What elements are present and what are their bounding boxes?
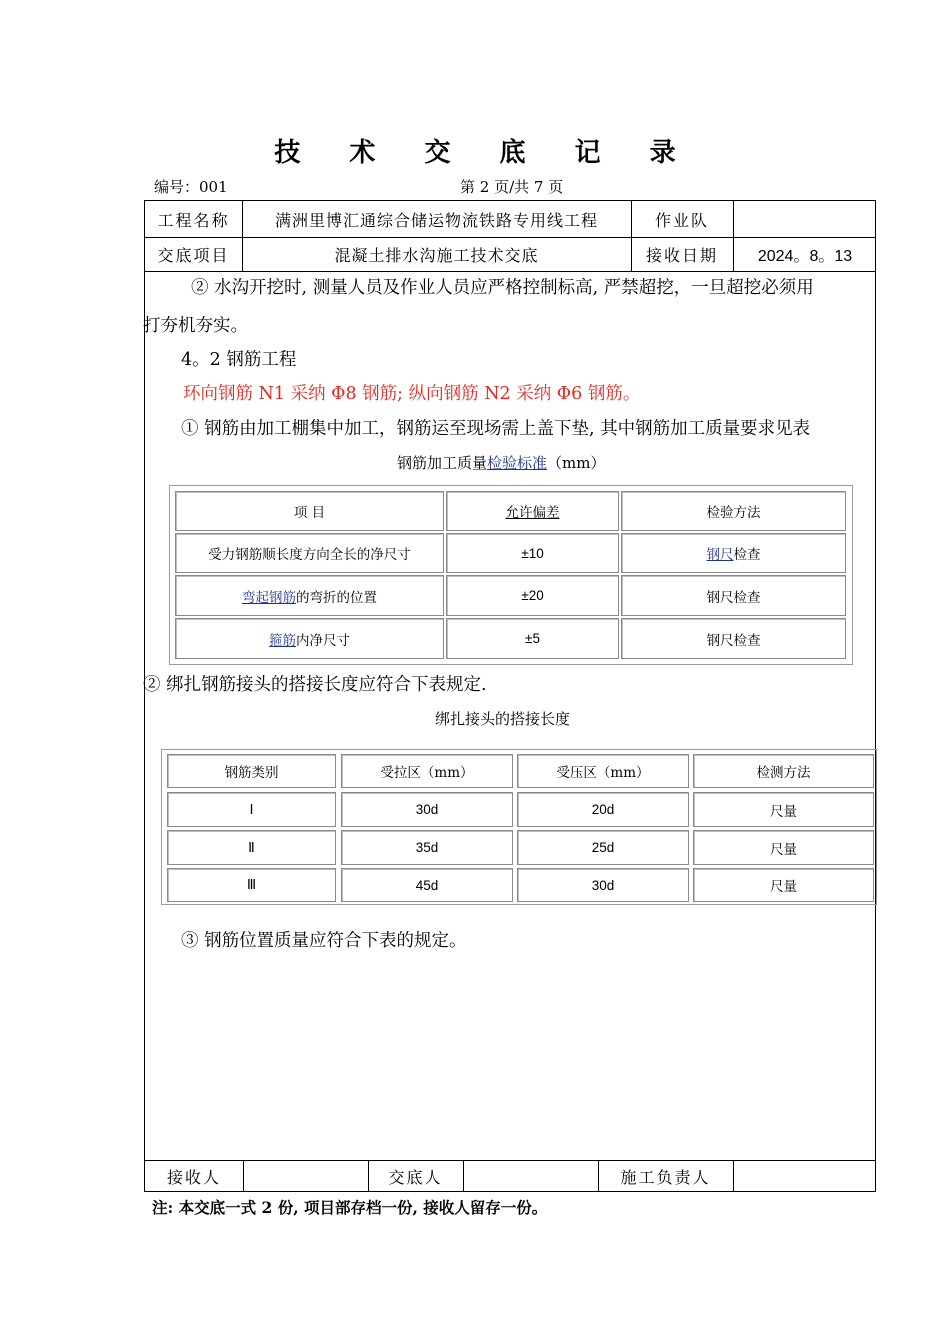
paragraph-lap-length: ② 绑扎钢筋接头的搭接长度应符合下表规定.	[143, 675, 487, 695]
table-row-tolerance: ±10	[446, 533, 619, 573]
table-row-cell: 20d	[517, 792, 689, 827]
lap-length-table	[161, 749, 877, 905]
paragraph-excavation-cont: 打夯机夯实。	[143, 316, 248, 336]
disclosure-item-label: 交底项目	[157, 245, 230, 265]
project-name-value: 满洲里博汇通综合储运物流铁路专用线工程	[274, 210, 598, 230]
team-value[interactable]	[733, 201, 877, 237]
table-row-item	[175, 533, 444, 573]
table-row-cell: 30d	[517, 868, 689, 902]
bent-rebar-link[interactable]: 弯起钢筋	[242, 589, 296, 606]
caption-unit: （mm）	[547, 454, 606, 472]
team-label: 作业队	[654, 210, 709, 230]
receive-date-value[interactable]: 2024。8。13	[757, 247, 853, 265]
footer-note: 注: 本交底一式 2 份, 项目部存档一份, 接收人留存一份。	[152, 1198, 548, 1217]
table-row-item	[175, 575, 444, 616]
table-row-method: 钢尺检查	[621, 618, 846, 659]
table-row-method	[621, 533, 846, 573]
discloser-signature-field[interactable]	[463, 1160, 598, 1192]
cell-text: 的弯折的位置	[296, 589, 377, 606]
cell-text: 检查	[733, 547, 761, 563]
table-row-item	[175, 618, 444, 659]
stirrup-link[interactable]: 箍筋	[269, 632, 296, 649]
table-row-tolerance: ±20	[446, 575, 619, 616]
cell-text: 受力钢筋顺长度方向全长的净尺寸	[208, 547, 411, 563]
table2-header	[517, 754, 689, 788]
inspection-standard-link[interactable]: 检验标准	[487, 454, 548, 472]
table-row-cell: 45d	[341, 868, 513, 902]
paragraph-position-quality: ③ 钢筋位置质量应符合下表的规定。	[181, 931, 467, 951]
table2-header: 钢筋类别	[167, 754, 336, 788]
document-title: 技 术 交 底 记 录	[274, 138, 696, 168]
cell-text: 受拉区（mm）	[380, 765, 474, 781]
table2-header: 检测方法	[693, 754, 874, 788]
document-number: 编号：001	[154, 178, 228, 196]
table-row-cell: 25d	[517, 830, 689, 865]
processing-quality-table	[169, 485, 853, 665]
table2-header	[341, 754, 513, 788]
cell-text: 受压区（mm）	[556, 765, 650, 781]
construction-lead-label: 施工负责人	[620, 1167, 711, 1187]
table2-caption: 绑扎接头的搭接长度	[435, 710, 571, 728]
construction-lead-signature-field[interactable]	[733, 1160, 877, 1192]
record-form	[144, 200, 876, 1192]
table-row-cell: 尺量	[693, 868, 874, 902]
discloser-label: 交底人	[388, 1167, 443, 1187]
table1-header-method: 检验方法	[621, 491, 846, 531]
table1-header-item: 项 目	[175, 491, 444, 531]
table-row-method: 钢尺检查	[621, 575, 846, 616]
table-row-tolerance: ±5	[446, 618, 619, 659]
cell-text: 内净尺寸	[296, 632, 350, 649]
rebar-spec-note: 环向钢筋 N1 采纳 Φ8 钢筋; 纵向钢筋 N2 采纳 Φ6 钢筋。	[183, 384, 641, 404]
table-row-cell: Ⅲ	[167, 868, 336, 902]
table-row-cell: 尺量	[693, 792, 874, 827]
steel-ruler-link[interactable]: 钢尺	[706, 547, 734, 563]
project-name-label: 工程名称	[157, 210, 230, 230]
receiver-signature-field[interactable]	[243, 1160, 368, 1192]
table-row-cell: Ⅰ	[167, 792, 336, 827]
table-row-cell: 尺量	[693, 830, 874, 865]
receiver-label: 接收人	[166, 1167, 221, 1187]
section-heading: 4。2 钢筋工程	[181, 350, 297, 370]
disclosure-item-value: 混凝土排水沟施工技术交底	[334, 245, 539, 265]
table-row-cell: 35d	[341, 830, 513, 865]
table-row-cell: Ⅱ	[167, 830, 336, 865]
table1-header-tolerance: 允许偏差	[446, 491, 619, 531]
table1-caption	[397, 452, 605, 473]
page-indicator: 第 2 页/共 7 页	[460, 178, 564, 196]
divider	[145, 271, 875, 272]
paragraph-processing: ① 钢筋由加工棚集中加工，钢筋运至现场需上盖下垫, 其中钢筋加工质量要求见表	[181, 419, 811, 439]
caption-text: 钢筋加工质量	[397, 454, 488, 472]
paragraph-excavation: ② 水沟开挖时, 测量人员及作业人员应严格控制标高, 严禁超挖，一旦超挖必须用	[191, 278, 814, 298]
receive-date-label: 接收日期	[645, 245, 718, 265]
table-row-cell: 30d	[341, 792, 513, 827]
